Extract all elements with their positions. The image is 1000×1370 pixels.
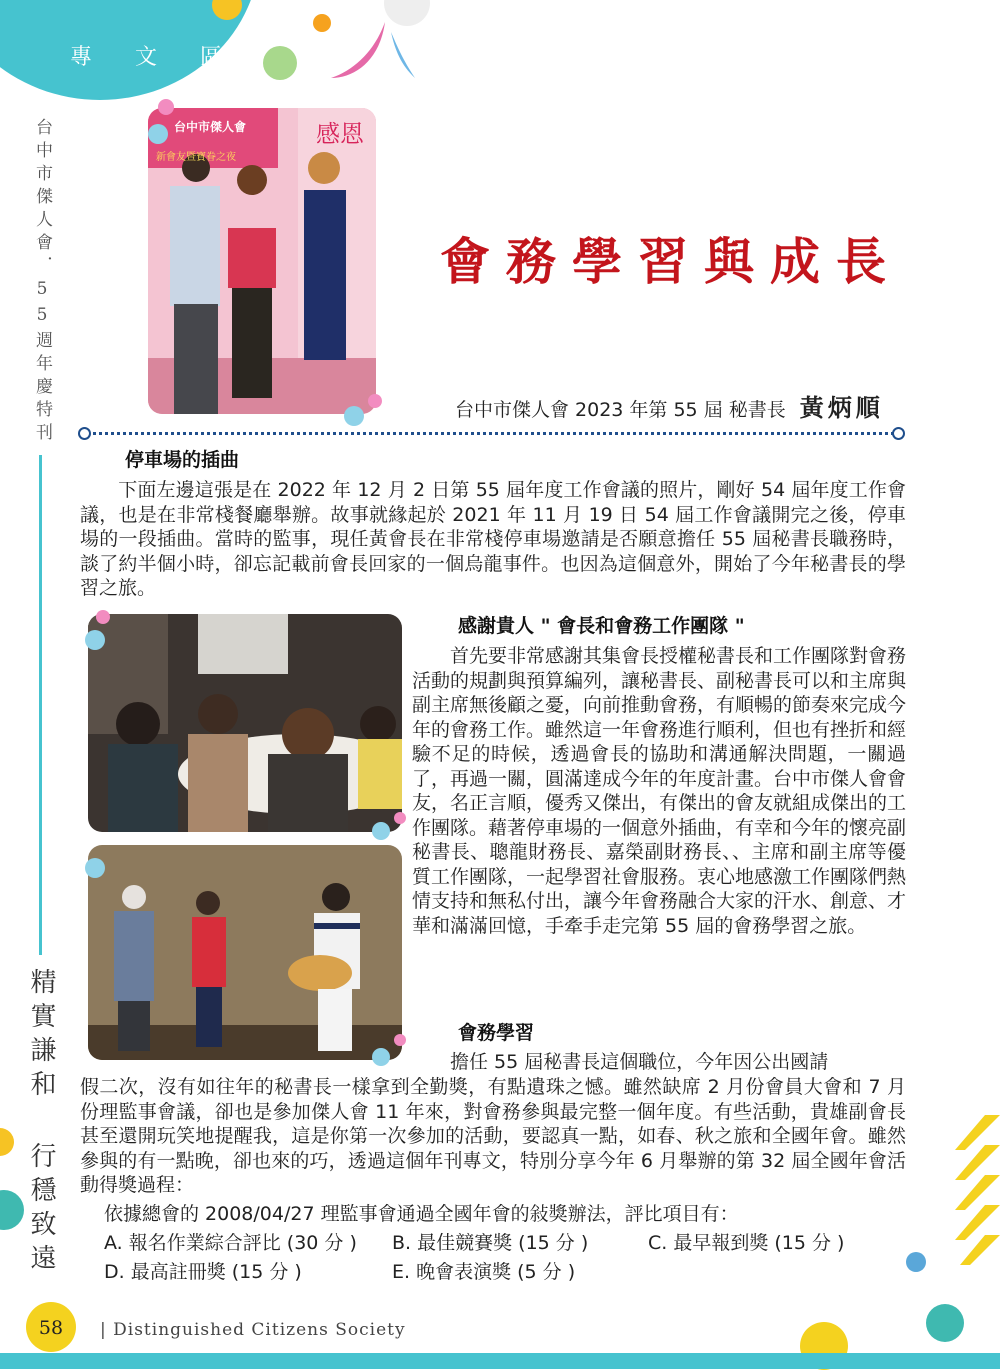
sidebar-divider bbox=[39, 455, 42, 955]
award-item-c: C. 最早報到獎 (15 分 ) bbox=[648, 1232, 845, 1254]
section3-paragraph-right: 擔任 55 屆秘書長這個職位，今年因公出國請 bbox=[412, 1051, 829, 1073]
photo-banquet bbox=[88, 614, 402, 832]
section1-heading: 停車場的插曲 bbox=[125, 449, 240, 471]
section-label: 專 文 區 bbox=[70, 45, 240, 70]
section2-paragraph: 首先要非常感謝其集會長授權秘書長和工作團隊對會務活動的規劃與預算編列，讓秘書長、副秘書長可以和主席與副主席無後顧之憂，向前推動會務，有順暢的節奏來完成今年的會務工作。雖然這一年會務進行順利，但也有挫折和經驗不足的時候，透過會長的協助和溝通解決問題，一關過了，再過一關，圓滿達成今年的年度計畫。台中市傑人會會友，名正言順，優秀又傑出，有傑出的會友就組成傑出的工作團隊。藉著停車場的一個意外插曲，有幸和今年的懷亮副秘書長、聰龍財務長、嘉榮副財務長、、主席和副主席等優質工作團隊，一起學習社會服務。衷心地感激工作團隊們熱情支持和無私付出，讓今年會務融合大家的汗水、創意、才華和滿滿回憶，手牽手走完第 55 屆的會務學習之旅。 bbox=[412, 645, 907, 937]
confetti-shape bbox=[325, 20, 420, 85]
divider-end-left bbox=[78, 427, 91, 440]
page-number: 58 bbox=[26, 1302, 76, 1352]
decor-dot bbox=[85, 858, 105, 878]
decor-dot bbox=[0, 1190, 24, 1230]
decor-dot bbox=[0, 1128, 14, 1156]
article-byline bbox=[455, 388, 884, 423]
section3-paragraph: 假二次，沒有如往年的秘書長一樣拿到全勤獎，有點遺珠之憾。雖然缺席 2 月份會員大會和 7 月份理監事會議，卻也是參加傑人會 11 年來，對會務參與最完整一個年度。有些活動，貴雄副會長甚至還開玩笑地提醒我，這是你第一次參加的活動，要認真一點，如春、秋之旅和全國年會。雖然參與的有一點晚，卻也來的巧，透過這個年刊專文，特別分享今年 6 月舉辦的第 32 屆全國年會活動得獎過程： bbox=[80, 1076, 906, 1196]
decor-dot bbox=[96, 610, 110, 624]
decor-dot bbox=[906, 1252, 926, 1272]
banner-big-text: 感恩 bbox=[316, 120, 364, 148]
photo-banquet-image bbox=[88, 614, 402, 832]
divider-end-right bbox=[892, 427, 905, 440]
section3-heading: 會務學習 bbox=[458, 1022, 535, 1044]
award-intro: 依據總會的 2008/04/27 理監事會通過全國年會的敍獎辦法，評比項目有： bbox=[104, 1203, 739, 1225]
photo-performance-image bbox=[88, 845, 402, 1060]
footer-publication: | Distinguished Citizens Society bbox=[100, 1320, 406, 1340]
decor-dot bbox=[368, 394, 382, 408]
decor-dot bbox=[263, 46, 297, 80]
decor-dot bbox=[394, 812, 406, 824]
decor-dot bbox=[344, 406, 364, 426]
banner-event-name: 新會友暨寶眷之夜 bbox=[156, 152, 236, 163]
photo-award-ceremony bbox=[148, 108, 376, 414]
award-item-d: D. 最高註冊獎 (15 分 ) bbox=[104, 1261, 302, 1283]
decor-dot bbox=[372, 822, 390, 840]
sidebar-publication-title: 台中市傑人會．55週年慶特刊 bbox=[32, 118, 52, 446]
article-title: 會務學習與成長 bbox=[440, 232, 902, 291]
decor-dot bbox=[372, 1048, 390, 1066]
decor-dot bbox=[394, 1034, 406, 1046]
award-item-e: E. 晚會表演獎 (5 分 ) bbox=[392, 1261, 576, 1283]
decor-dot bbox=[85, 630, 105, 650]
footer-bar bbox=[0, 1353, 1000, 1369]
byline-text: 台中市傑人會 2023 年第 55 屆 秘書長 bbox=[455, 399, 786, 421]
author-signature: 黃炳順 bbox=[799, 393, 884, 422]
dotted-divider bbox=[80, 432, 902, 435]
banner-org-name: 台中市傑人會 bbox=[174, 120, 247, 134]
sidebar-motto: 精實謙和 行穩致遠 bbox=[26, 968, 56, 1278]
photo-performance bbox=[88, 845, 402, 1060]
decor-dot bbox=[148, 124, 168, 144]
decor-dot bbox=[926, 1304, 964, 1342]
award-item-a: A. 報名作業綜合評比 (30 分 ) bbox=[104, 1232, 357, 1254]
award-item-b: B. 最佳競賽獎 (15 分 ) bbox=[392, 1232, 589, 1254]
section2-heading: 感謝貴人 " 會長和會務工作團隊 " bbox=[458, 615, 745, 637]
stripe-decoration bbox=[955, 1115, 1000, 1265]
decor-dot bbox=[158, 99, 174, 115]
section1-paragraph: 下面左邊這張是在 2022 年 12 月 2 日第 55 屆年度工作會議的照片，剛好 54 屆年度工作會議，也是在非常棧餐廳舉辦。故事就緣起於 2021 年 11 月 19 日 54 屆工作會議開完之後，停車場的一段插曲。當時的監事，現任黃會長在非常棧停車場邀請是否願意擔任 55 屆秘書長職務時，談了約半個小時，卻忘記載前會長回家的一個烏龍事件。也因為這個意外，開始了今年秘書長的學習之旅。 bbox=[80, 479, 906, 599]
